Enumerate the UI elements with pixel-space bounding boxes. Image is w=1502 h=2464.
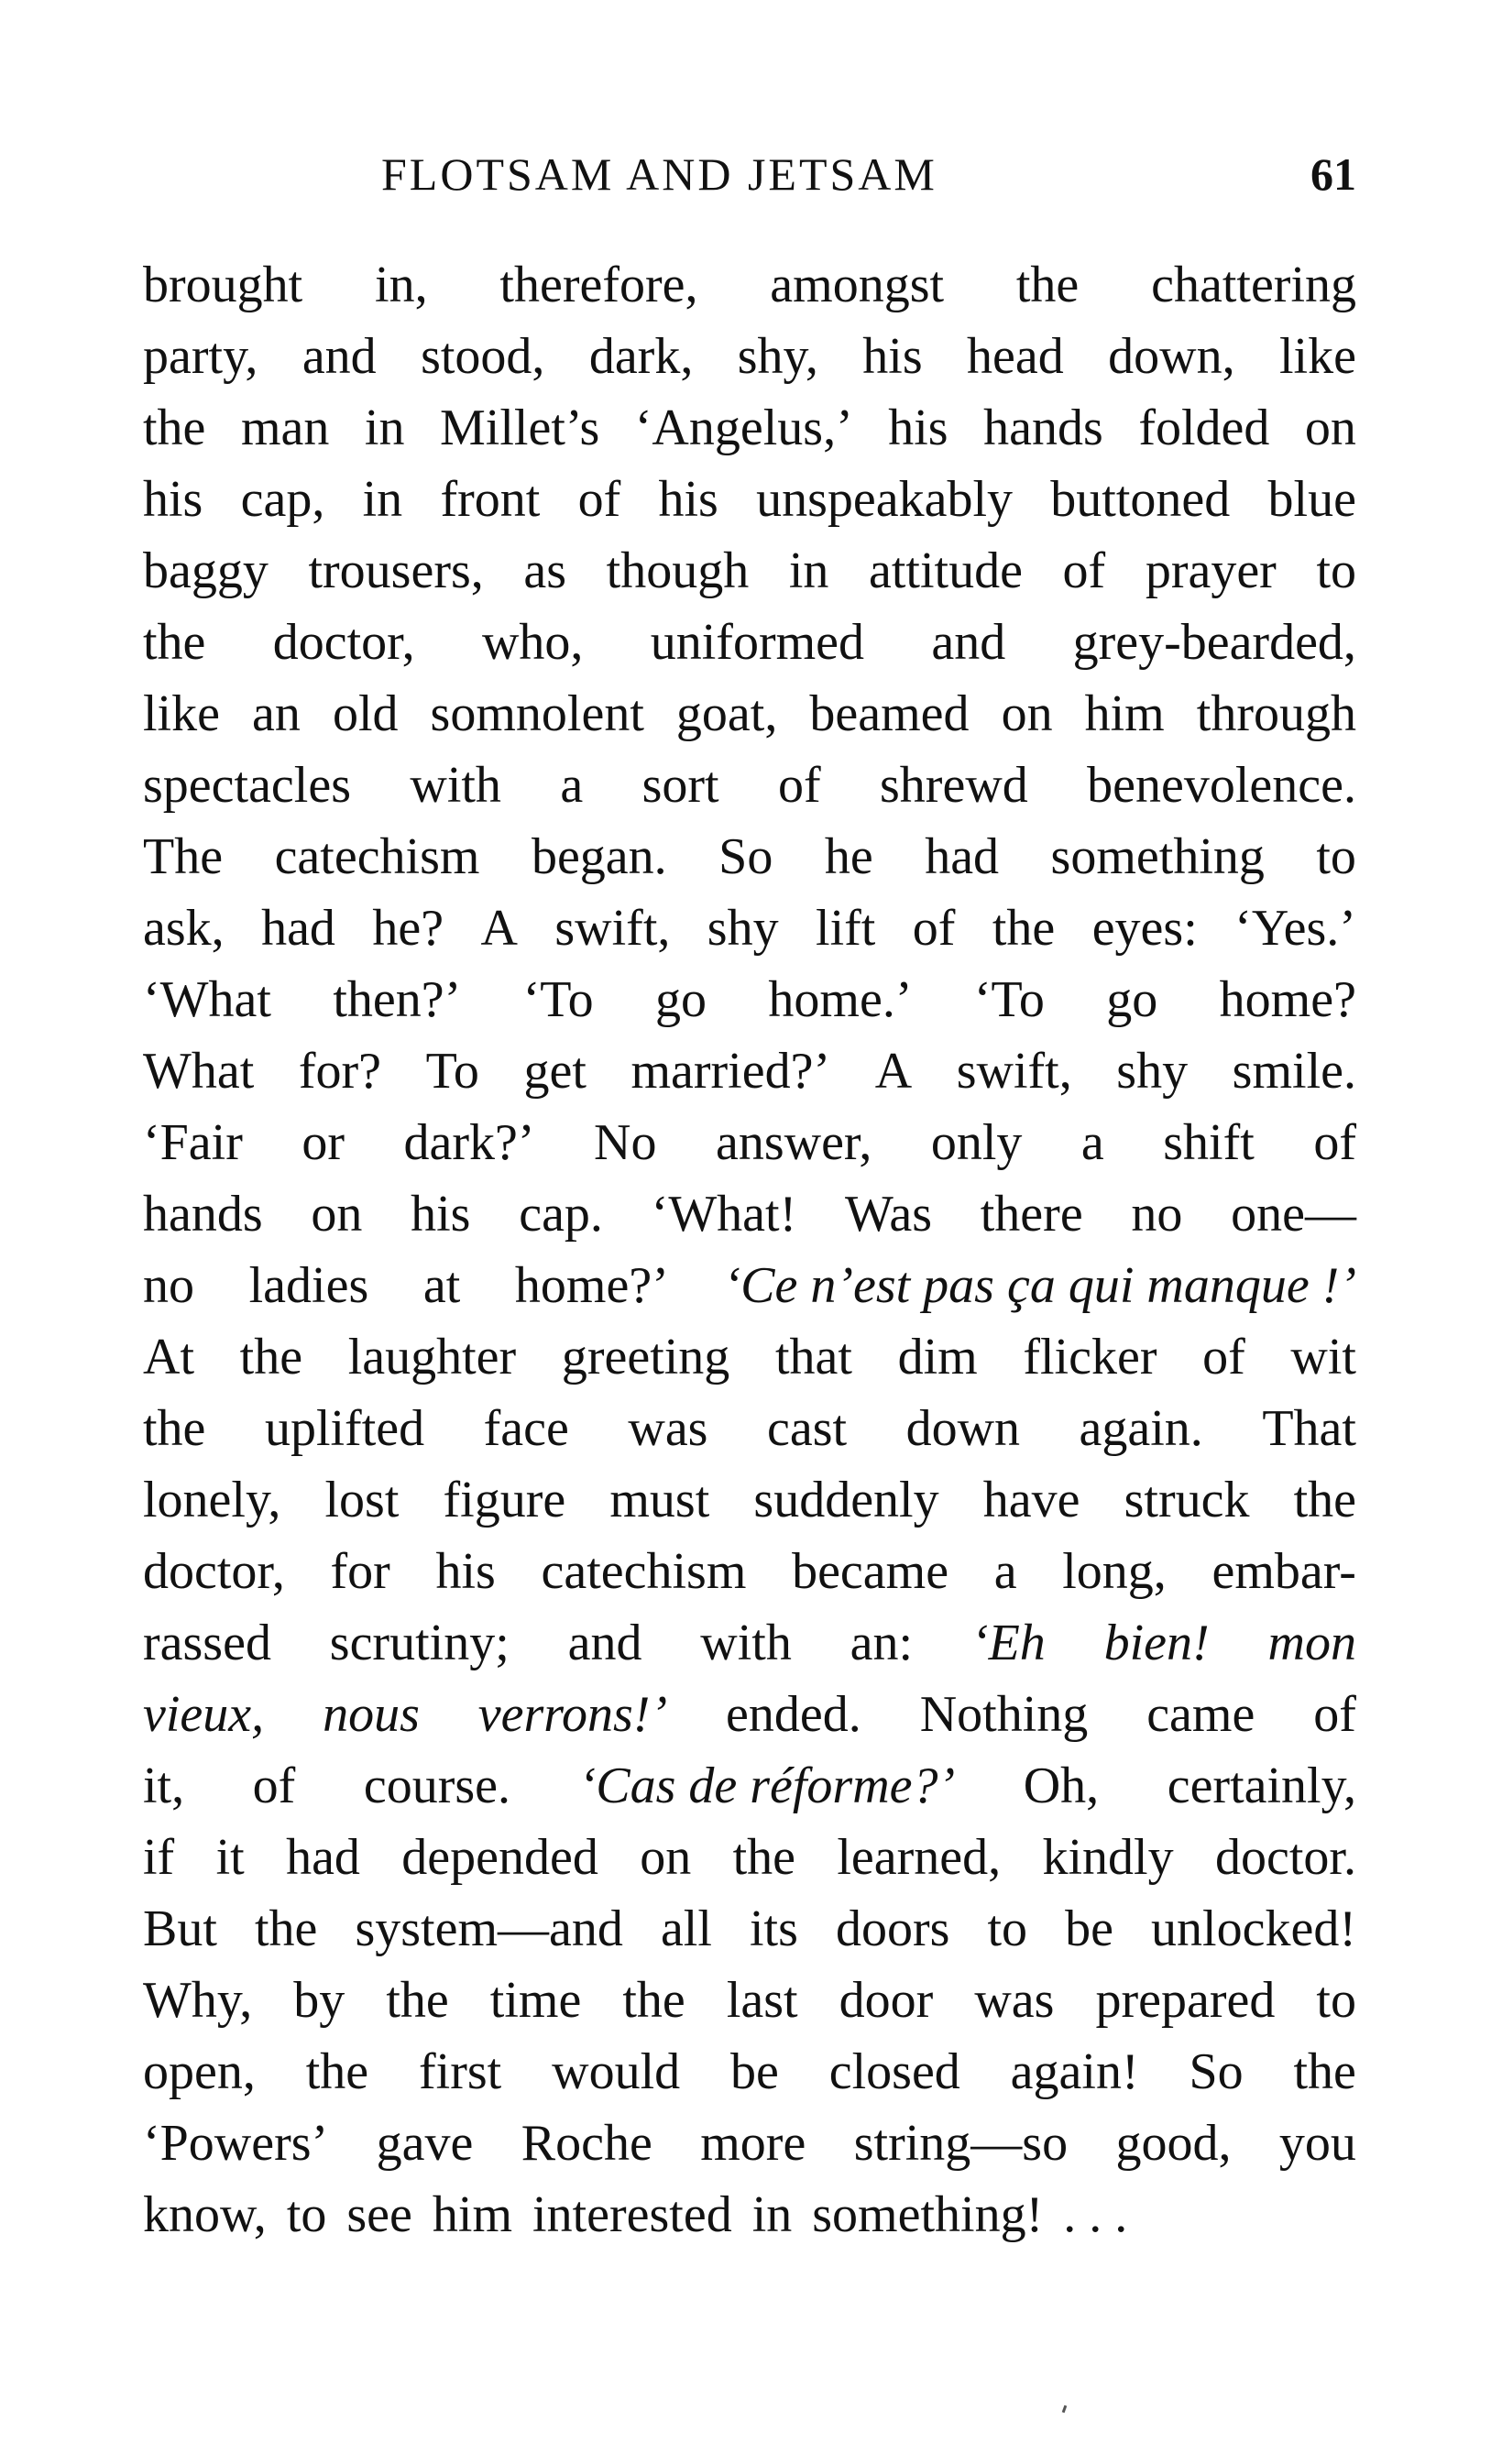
word: to	[1316, 828, 1356, 885]
word: of	[1062, 542, 1106, 599]
word: somnolent	[430, 685, 644, 742]
word: again!	[1010, 2043, 1139, 2100]
word: goat,	[675, 685, 778, 742]
word: down,	[1108, 328, 1235, 385]
word: have	[982, 1472, 1080, 1528]
word: his	[862, 328, 923, 385]
word: therefore,	[499, 257, 698, 313]
word: old	[332, 685, 399, 742]
word: who,	[481, 614, 584, 671]
word: man	[240, 400, 330, 456]
word: ladies	[248, 1257, 369, 1314]
word: if	[143, 1829, 175, 1886]
word: the	[386, 1972, 449, 2029]
word: of	[577, 471, 621, 528]
word: its	[750, 1900, 798, 1957]
word: no	[1131, 1186, 1183, 1243]
word: ended.	[726, 1686, 861, 1743]
word: uplifted	[264, 1400, 425, 1457]
word: ‘Eh	[970, 1615, 1046, 1671]
word: of	[1313, 1686, 1356, 1743]
word: Why,	[143, 1972, 253, 2029]
word: go	[1106, 971, 1158, 1028]
body-text	[143, 249, 1356, 2250]
text-line	[143, 321, 1356, 392]
word: suddenly	[753, 1472, 939, 1528]
word: cap,	[240, 471, 325, 528]
word: hands	[983, 400, 1103, 456]
word: That	[1262, 1400, 1356, 1457]
word: buttoned	[1050, 471, 1231, 528]
word: again.	[1079, 1400, 1203, 1457]
word: answer,	[715, 1114, 872, 1171]
text-line	[143, 1893, 1356, 1965]
word: came	[1146, 1686, 1255, 1743]
word: beamed	[809, 685, 970, 742]
word: doctor,	[143, 1543, 285, 1600]
word: doctor,	[272, 614, 415, 671]
word: had	[925, 828, 1000, 885]
word: ‘Ce n’est pas ça qui manque !’	[723, 1257, 1356, 1314]
word: unlocked!	[1151, 1900, 1356, 1957]
word: the	[239, 1329, 303, 1385]
word: laughter	[347, 1329, 517, 1385]
text-line	[143, 1250, 1356, 1321]
word: it	[215, 1829, 245, 1886]
word: catechism	[541, 1543, 747, 1600]
word: lift	[816, 900, 876, 957]
text-line	[143, 964, 1356, 1035]
word: his	[411, 1186, 471, 1243]
text-line	[143, 464, 1356, 535]
text-line	[143, 1321, 1356, 1393]
word: long,	[1062, 1543, 1167, 1600]
word: home?	[1219, 971, 1356, 1028]
text-line	[143, 893, 1356, 964]
word: spectacles	[143, 757, 351, 814]
word: Roche	[521, 2115, 652, 2172]
word: No	[594, 1114, 657, 1171]
word: at	[422, 1257, 461, 1314]
word: that	[774, 1329, 852, 1385]
word: first	[419, 2043, 502, 2100]
text-line	[143, 1393, 1356, 1464]
word: catechism	[274, 828, 480, 885]
word: him	[1084, 685, 1165, 742]
word: party,	[143, 328, 258, 385]
word: lost	[324, 1472, 400, 1528]
page-header	[143, 147, 1356, 202]
word: something	[1050, 828, 1265, 885]
word: to	[987, 1900, 1028, 1957]
word: vieux,	[143, 1686, 265, 1743]
word: home.’	[768, 971, 913, 1028]
word: ask,	[143, 900, 225, 957]
text-line	[143, 1822, 1356, 1893]
word: as	[523, 542, 567, 599]
text-line	[143, 2108, 1356, 2179]
word: of	[777, 757, 821, 814]
word: cap.	[519, 1186, 603, 1243]
word: to	[1316, 1972, 1356, 2029]
word: was	[628, 1400, 708, 1457]
word: there	[980, 1186, 1083, 1243]
word: no	[143, 1257, 194, 1314]
word: the	[254, 1900, 318, 1957]
word: one—	[1231, 1186, 1356, 1243]
text-line	[143, 678, 1356, 750]
word: the	[1293, 2043, 1356, 2100]
word: down	[905, 1400, 1021, 1457]
word: prepared	[1095, 1972, 1276, 2029]
word: in,	[375, 257, 428, 313]
word: grey-bearded,	[1072, 614, 1356, 671]
word: hands	[143, 1186, 263, 1243]
text-line	[143, 607, 1356, 678]
word: attitude	[868, 542, 1023, 599]
word: the	[143, 400, 206, 456]
word: was	[974, 1972, 1055, 2029]
word: cast	[766, 1400, 848, 1457]
word: kindly	[1042, 1829, 1174, 1886]
word: through	[1196, 685, 1356, 742]
word: on	[640, 1829, 692, 1886]
word: shy,	[737, 328, 818, 385]
word: system—and	[355, 1900, 623, 1957]
word: So	[718, 828, 773, 885]
text-line	[143, 2179, 1356, 2250]
word: But	[143, 1900, 217, 1957]
word: in	[364, 400, 405, 456]
word: front	[440, 471, 541, 528]
word: more	[700, 2115, 806, 2172]
word: and	[301, 328, 377, 385]
print-speck	[1062, 2405, 1068, 2414]
word: became	[792, 1543, 949, 1600]
word: course.	[363, 1758, 511, 1814]
word: he?	[372, 900, 444, 957]
word: mon	[1267, 1615, 1356, 1671]
word: head	[967, 328, 1064, 385]
word: face	[483, 1400, 569, 1457]
word: good,	[1115, 2115, 1232, 2172]
word: in	[751, 2186, 793, 2243]
word: him	[432, 2186, 513, 2243]
word: A	[874, 1043, 913, 1100]
word: benevolence.	[1087, 757, 1356, 814]
word: Was	[844, 1186, 933, 1243]
word: eyes:	[1091, 900, 1198, 957]
word: with	[410, 757, 501, 814]
word: shy	[1116, 1043, 1189, 1100]
word: swift,	[956, 1043, 1072, 1100]
word: embar-	[1211, 1543, 1356, 1600]
text-line	[143, 1107, 1356, 1178]
word: of	[252, 1758, 296, 1814]
word: dim	[897, 1329, 978, 1385]
word: verrons!’	[477, 1686, 668, 1743]
word: a	[560, 757, 584, 814]
word: began.	[531, 828, 667, 885]
word: in	[362, 471, 403, 528]
word: for?	[298, 1043, 382, 1100]
word: married?’	[630, 1043, 831, 1100]
word: he	[824, 828, 873, 885]
word: his	[143, 471, 203, 528]
running-title: FLOTSAM AND JETSAM	[381, 148, 937, 200]
word: the	[622, 1972, 685, 2029]
word: Millet’s	[440, 400, 600, 456]
word: the	[143, 1400, 206, 1457]
text-line	[143, 1536, 1356, 1607]
word: . . .	[1063, 2186, 1128, 2243]
word: Oh,	[1023, 1758, 1100, 1814]
word: string—so	[853, 2115, 1069, 2172]
word: smile.	[1232, 1043, 1356, 1100]
word: rassed	[143, 1615, 271, 1671]
word: ‘Fair	[143, 1114, 243, 1171]
word: all	[660, 1900, 712, 1957]
word: door	[839, 1972, 934, 2029]
word: his	[435, 1543, 496, 1600]
word: bien!	[1103, 1615, 1210, 1671]
text-line	[143, 1679, 1356, 1750]
word: on	[1001, 685, 1053, 742]
word: his	[658, 471, 718, 528]
word: go	[655, 971, 707, 1028]
word: on	[311, 1186, 363, 1243]
word: last	[726, 1972, 798, 2029]
word: What	[143, 1043, 255, 1100]
word: you	[1278, 2115, 1356, 2172]
text-line	[143, 1607, 1356, 1679]
word: prayer	[1145, 542, 1277, 599]
word: unspeakably	[756, 471, 1014, 528]
text-line	[143, 2036, 1356, 2108]
word: only	[930, 1114, 1023, 1171]
word: So	[1189, 2043, 1244, 2100]
word: sort	[641, 757, 719, 814]
word: greeting	[561, 1329, 730, 1385]
word: dark,	[588, 328, 694, 385]
word: swift,	[554, 900, 671, 957]
word: trousers,	[308, 542, 484, 599]
word: depended	[401, 1829, 598, 1886]
word: see	[346, 2186, 412, 2243]
word: shift	[1163, 1114, 1255, 1171]
word: must	[609, 1472, 710, 1528]
word: or	[301, 1114, 345, 1171]
word: his	[888, 400, 948, 456]
word: had	[286, 1829, 360, 1886]
word: gave	[376, 2115, 474, 2172]
text-line	[143, 1750, 1356, 1822]
word: the	[305, 2043, 369, 2100]
word: like	[1278, 328, 1356, 385]
word: wit	[1290, 1329, 1356, 1385]
word: ‘Powers’	[143, 2115, 329, 2172]
word: and	[567, 1615, 642, 1671]
word: like	[143, 685, 220, 742]
word: of	[912, 900, 956, 957]
word: blue	[1267, 471, 1356, 528]
word: doctor.	[1214, 1829, 1356, 1886]
word: a	[1080, 1114, 1104, 1171]
word: it,	[143, 1758, 185, 1814]
word: of	[1313, 1114, 1356, 1171]
word: of	[1202, 1329, 1245, 1385]
word: lonely,	[143, 1472, 281, 1528]
word: brought	[143, 257, 303, 313]
word: The	[143, 828, 224, 885]
word: time	[489, 1972, 582, 2029]
word: know,	[143, 2186, 267, 2243]
word: scrutiny;	[329, 1615, 510, 1671]
word: home?’	[514, 1257, 669, 1314]
word: on	[1304, 400, 1356, 456]
word: for	[330, 1543, 390, 1600]
word: folded	[1138, 400, 1270, 456]
word: the	[992, 900, 1056, 957]
word: dark?’	[403, 1114, 535, 1171]
word: had	[261, 900, 335, 957]
word: to	[286, 2186, 327, 2243]
text-line	[143, 1464, 1356, 1536]
text-line	[143, 1178, 1356, 1250]
word: figure	[443, 1472, 566, 1528]
word: get	[523, 1043, 587, 1100]
word: by	[293, 1972, 345, 2029]
word: would	[552, 2043, 681, 2100]
word: baggy	[143, 542, 269, 599]
word: the	[1015, 257, 1080, 313]
text-line	[143, 1965, 1356, 2036]
text-line	[143, 821, 1356, 893]
text-line	[143, 392, 1356, 464]
word: and	[931, 614, 1006, 671]
word: something!	[812, 2186, 1044, 2243]
text-line	[143, 750, 1356, 821]
word: ‘What!	[651, 1186, 797, 1243]
word: interested	[532, 2186, 732, 2243]
word: be	[730, 2043, 779, 2100]
word: learned,	[837, 1829, 1002, 1886]
word: the	[732, 1829, 795, 1886]
word: chattering	[1151, 257, 1356, 313]
word: though	[606, 542, 750, 599]
word: then?’	[333, 971, 462, 1028]
page-number: 61	[1310, 148, 1356, 200]
word: ‘What	[143, 971, 271, 1028]
word: in	[788, 542, 829, 599]
word: A	[480, 900, 518, 957]
word: struck	[1124, 1472, 1250, 1528]
word: shy	[707, 900, 779, 957]
word: a	[993, 1543, 1017, 1600]
word: open,	[143, 2043, 256, 2100]
word: To	[425, 1043, 479, 1100]
word: with	[700, 1615, 792, 1671]
word: shrewd	[880, 757, 1028, 814]
word: ‘Yes.’	[1234, 900, 1356, 957]
word: an:	[850, 1615, 914, 1671]
word: uniformed	[650, 614, 865, 671]
word: ‘To	[973, 971, 1045, 1028]
word: amongst	[770, 257, 945, 313]
word: ‘Angelus,’	[634, 400, 853, 456]
word: ‘Cas de réforme?’	[578, 1758, 956, 1814]
text-line	[143, 249, 1356, 321]
word: the	[143, 614, 206, 671]
text-line	[143, 535, 1356, 607]
word: be	[1065, 1900, 1113, 1957]
text-line	[143, 1035, 1356, 1107]
word: nous	[323, 1686, 420, 1743]
word: certainly,	[1167, 1758, 1356, 1814]
word: the	[1293, 1472, 1356, 1528]
word: flicker	[1023, 1329, 1157, 1385]
word: to	[1316, 542, 1356, 599]
word: ‘To	[522, 971, 594, 1028]
word: closed	[828, 2043, 960, 2100]
word: stood,	[421, 328, 545, 385]
word: Nothing	[919, 1686, 1089, 1743]
word: doors	[835, 1900, 950, 1957]
word: At	[143, 1329, 194, 1385]
word: an	[252, 685, 301, 742]
